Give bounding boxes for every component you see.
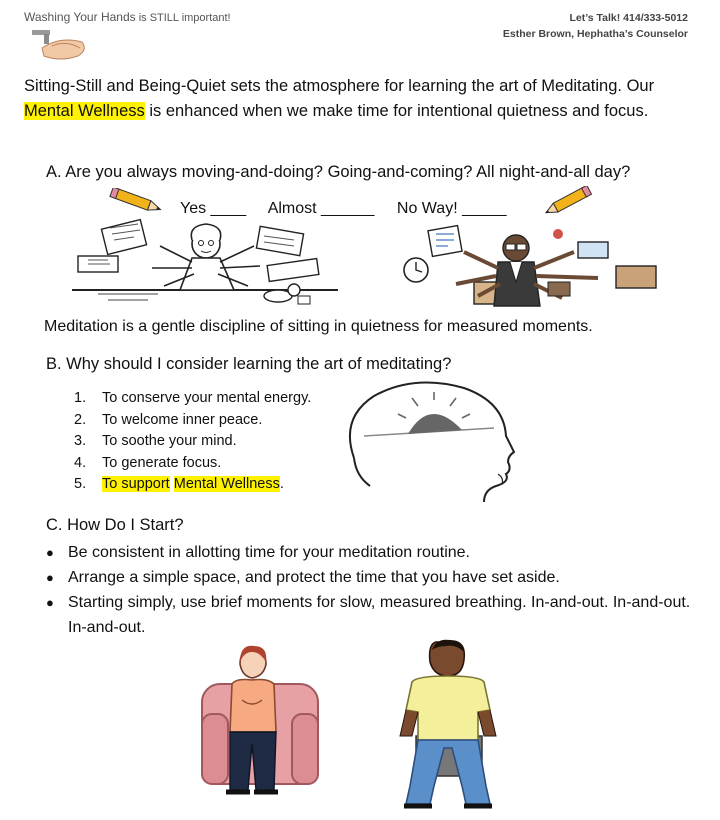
bullet-icon: ● xyxy=(46,545,54,560)
bullet-icon: ● xyxy=(46,570,54,585)
choice-almost[interactable]: Almost ______ xyxy=(267,200,375,217)
list-item: 4. To generate focus. xyxy=(74,454,222,471)
bullet-item: ● Arrange a simple space, and protect the time that you have set aside. xyxy=(46,565,706,590)
contact-phone: Let’s Talk! 414/333-5012 xyxy=(569,12,688,24)
list-item: 1. To conserve your mental energy. xyxy=(74,390,312,406)
busy-man-illustration xyxy=(398,222,670,310)
bullet-icon: ● xyxy=(46,595,54,610)
mental-wellness-highlight: Mental Wellness xyxy=(24,102,145,120)
question-a: A. Are you always moving-and-doing? Going-and-coming? All night-and-all day? xyxy=(46,163,631,181)
contact-name: Esther Brown, Hephatha’s Counselor xyxy=(502,28,688,40)
bullet-item: ● Starting simply, use brief moments for slow, measured breathing. In-and-out. In-and-out. In-and-out. xyxy=(46,590,706,640)
list-item: 3. To soothe your mind. xyxy=(74,433,237,449)
question-b: B. Why should I consider learning the art of meditating? xyxy=(46,355,452,373)
meditating-mind-illustration xyxy=(334,378,530,504)
list-item: 2. To welcome inner peace. xyxy=(74,411,263,428)
bullet-item: ● Be consistent in allotting time for your meditation routine. xyxy=(46,540,706,565)
pencil-icon xyxy=(106,188,168,214)
question-c: C. How Do I Start? xyxy=(46,516,184,534)
header-contact xyxy=(503,10,688,42)
start-steps-list xyxy=(46,540,706,640)
handwashing-icon xyxy=(30,26,90,64)
intro-paragraph: Sitting-Still and Being-Quiet sets the atmosphere for learning the art of Meditating. Our Mental Wellness is enhanced when we make time for intentional quietness and focus. xyxy=(24,77,655,120)
list-item: 5. To support Mental Wellness. xyxy=(74,476,284,492)
pencil-icon xyxy=(540,186,596,216)
woman-in-chair-illustration xyxy=(196,640,326,810)
choice-yes[interactable]: Yes ____ xyxy=(180,200,247,217)
busy-woman-illustration xyxy=(68,216,348,310)
man-in-chair-illustration xyxy=(386,636,512,810)
choice-no-way[interactable]: No Way! _____ xyxy=(396,200,507,217)
header-title: Washing Your Hands is STILL important! xyxy=(24,10,231,24)
meditation-definition: Meditation is a gentle discipline of sitting in quietness for measured moments. xyxy=(44,318,593,335)
reasons-list xyxy=(74,388,311,496)
